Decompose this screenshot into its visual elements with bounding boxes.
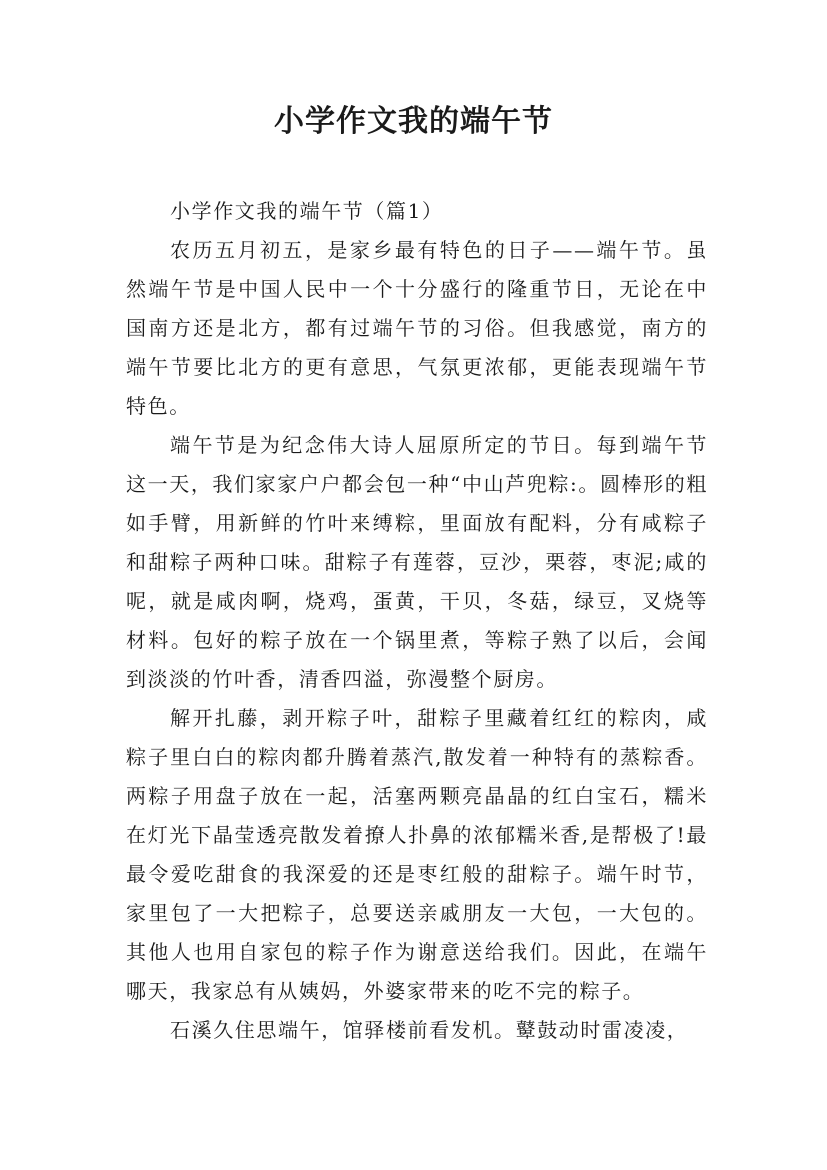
- paragraph: 端午节是为纪念伟大诗人屈原所定的节日。每到端午节这一天，我们家家户户都会包一种“中山芦兜粽:。圆棒形的粗如手臂，用新鲜的竹叶来缚粽，里面放有配料，分有咸粽子和甜粽子两种口味。甜粽子有莲蓉，豆沙，栗蓉，枣泥;咸的呢，就是咸肉啊，烧鸡，蛋黄，干贝，冬菇，绿豆，叉烧等材料。包好的粽子放在一个锅里煮，等粽子熟了以后，会闻到淡淡的竹叶香，清香四溢，弥漫整个厨房。: [126, 433, 708, 691]
- paragraph: 解开扎藤，剥开粽子叶，甜粽子里藏着红红的粽肉，咸粽子里白白的粽肉都升腾着蒸汽,散发着一种特有的蒸粽香。两粽子用盘子放在一起，活塞两颗亮晶晶的红白宝石，糯米在灯光下晶莹透亮散发着撩人扑鼻的浓郁糯米香,是帮极了!最最令爱吃甜食的我深爱的还是枣红般的甜粽子。端午时节，家里包了一大把粽子，总要送亲戚朋友一大包，一大包的。其他人也用自家包的粽子作为谢意送给我们。因此，在端午哪天，我家总有从姨妈，外婆家带来的吃不完的粽子。: [126, 706, 708, 1003]
- document-title: 小学作文我的端午节: [274, 104, 553, 139]
- document-body: [126, 192, 708, 1050]
- paragraph: 石溪久住思端午，馆驿楼前看发机。鼙鼓动时雷凌凌，: [170, 1018, 689, 1042]
- section-heading: 小学作文我的端午节（篇1）: [170, 199, 444, 223]
- paragraph: 农历五月初五，是家乡最有特色的日子——端午节。虽然端午节是中国人民中一个十分盛行的隆重节日，无论在中国南方还是北方，都有过端午节的习俗。但我感觉，南方的端午节要比北方的更有意思，气氛更浓郁，更能表现端午节特色。: [126, 238, 708, 418]
